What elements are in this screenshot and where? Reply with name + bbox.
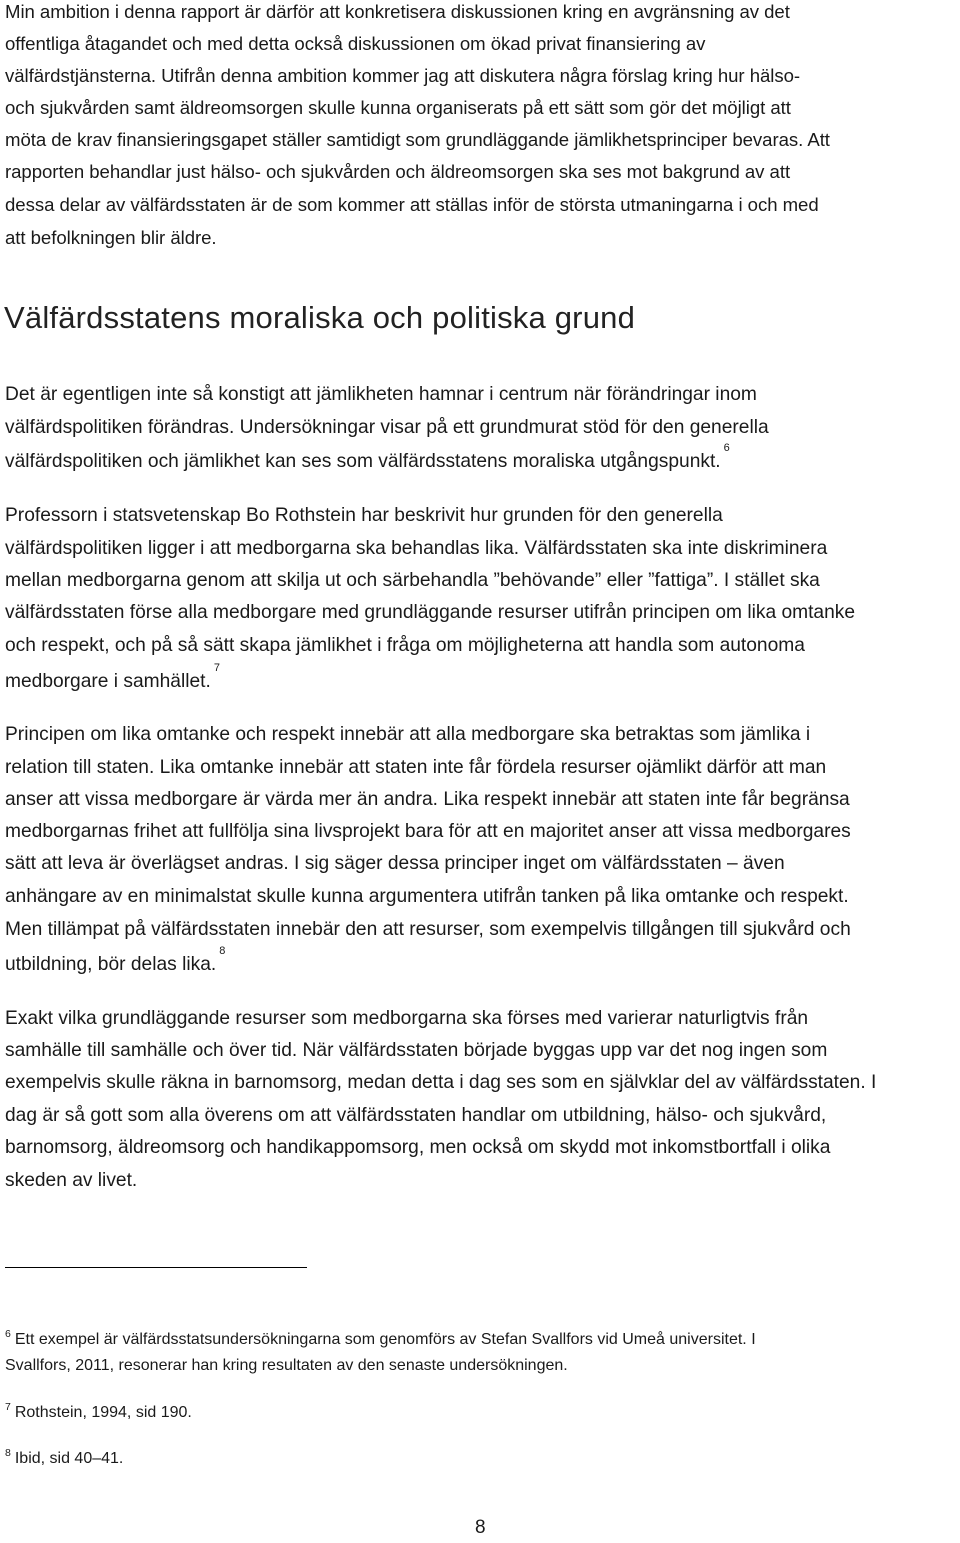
footnote-7	[5, 1402, 192, 1425]
text-line: medborgarnas frihet att fullfölja sina livsprojekt bara för att en majoritet anser att vissa medborgares	[5, 821, 851, 842]
text-line: sätt att leva är överlägset andras. I sig säger dessa principer inget om välfärdsstaten – även	[5, 853, 785, 874]
footnote-ref: 6	[723, 441, 730, 454]
text-line: anhängare av en minimalstat skulle kunna argumentera utifrån tanken på lika omtanke och respekt.	[5, 886, 849, 907]
footnote-separator	[5, 1267, 307, 1268]
text-line	[5, 944, 226, 977]
footnote-ref: 7	[213, 661, 220, 674]
footnote-6	[5, 1329, 756, 1352]
footnote-8	[5, 1448, 123, 1471]
text-line: och sjukvården samt äldreomsorgen skulle kunna organiserats på ett sätt som gör det möjligt att	[5, 97, 791, 118]
footnote-number: 6	[5, 1328, 11, 1340]
text-line: välfärdsstaten förse alla medborgare med grundläggande resurser utifrån principen om lika omtanke	[5, 602, 856, 623]
footnote-6-continued: Svallfors, 2011, resonerar han kring resultaten av den senaste undersökningen.	[5, 1357, 568, 1374]
text-line: rapporten behandlar just hälso- och sjukvården och äldreomsorgen ska ses mot bakgrund av att	[5, 161, 791, 182]
footnote-text: Ibid, sid 40–41.	[14, 1450, 124, 1467]
text-line: exempelvis skulle räkna in barnomsorg, medan detta i dag ses som en självklar del av välfärdsstaten. I	[5, 1072, 877, 1093]
footnote-text: Ett exempel är välfärdsstatsundersökningarna som genomförs av Stefan Svallfors vid Umeå universitet. I	[14, 1331, 756, 1348]
text-line: Professorn i statsvetenskap Bo Rothstein har beskrivit hur grunden för den generella	[5, 505, 723, 526]
text-line: dessa delar av välfärdsstaten är de som kommer att ställas inför de största utmaningarna i och med	[5, 194, 819, 215]
text-line: skeden av livet.	[5, 1170, 138, 1191]
text-line: välfärdspolitiken ligger i att medborgarna ska behandlas lika. Välfärdsstaten ska inte diskriminera	[5, 538, 828, 559]
text-line: anser att vissa medborgare är värda mer än andra. Lika respekt innebär att staten inte får begränsa	[5, 789, 850, 810]
text-line: dag är så gott som alla överens om att välfärdsstaten handlar om utbildning, hälso- och sjukvård,	[5, 1105, 827, 1126]
text-line: barnomsorg, äldreomsorg och handikappomsorg, men också om skydd mot inkomstbortfall i olika	[5, 1137, 831, 1158]
footnote-number: 7	[5, 1401, 11, 1413]
footnote-text: Rothstein, 1994, sid 190.	[14, 1404, 192, 1421]
text-line: offentliga åtagandet och med detta också diskussionen om ökad privat finansiering av	[5, 33, 706, 54]
section-heading: Välfärdsstatens moraliska och politiska grund	[4, 300, 636, 335]
text-line	[5, 661, 220, 694]
text-line	[5, 441, 730, 474]
text-line: möta de krav finansieringsgapet ställer samtidigt som grundläggande jämlikhetsprinciper bevaras. Att	[5, 129, 830, 150]
text-line: Exakt vilka grundläggande resurser som medborgarna ska förses med varierar naturligtvis från	[5, 1008, 809, 1029]
text-line: Men tillämpat på välfärdsstaten innebär den att resurser, som exempelvis tillgången till sjukvård och	[5, 919, 851, 940]
footnote-number: 8	[5, 1447, 11, 1459]
text-line: att befolkningen blir äldre.	[5, 227, 217, 248]
text-line: välfärdspolitiken förändras. Undersökningar visar på ett grundmurat stöd för den generella	[5, 417, 769, 438]
text-line-content: medborgare i samhället.	[5, 671, 211, 692]
text-line-content: utbildning, bör delas lika.	[5, 954, 217, 975]
text-line: mellan medborgarna genom att skilja ut och särbehandla ”behövande” eller ”fattiga”. I stället ska	[5, 570, 820, 591]
text-line: samhälle till samhälle och över tid. När välfärdsstaten började byggas upp var det nog ingen som	[5, 1040, 828, 1061]
text-line: och respekt, och på så sätt skapa jämlikhet i fråga om möjligheterna att handla som autonoma	[5, 635, 805, 656]
text-line-content: välfärdspolitiken och jämlikhet kan ses som välfärdsstatens moraliska utgångspunkt.	[5, 451, 721, 472]
text-line: Min ambition i denna rapport är därför att konkretisera diskussionen kring en avgränsning av det	[5, 1, 790, 22]
text-line: välfärdstjänsterna. Utifrån denna ambition kommer jag att diskutera några förslag kring hur hälso-	[5, 65, 801, 86]
text-line: Det är egentligen inte så konstigt att jämlikheten hamnar i centrum när förändringar inom	[5, 384, 757, 405]
text-line: relation till staten. Lika omtanke innebär att staten inte får fördela resurser ojämlikt därför att man	[5, 757, 827, 778]
text-line: Principen om lika omtanke och respekt innebär att alla medborgare ska betraktas som jämlika i	[5, 724, 811, 745]
footnote-ref: 8	[219, 944, 226, 957]
page-number: 8	[475, 1517, 486, 1538]
